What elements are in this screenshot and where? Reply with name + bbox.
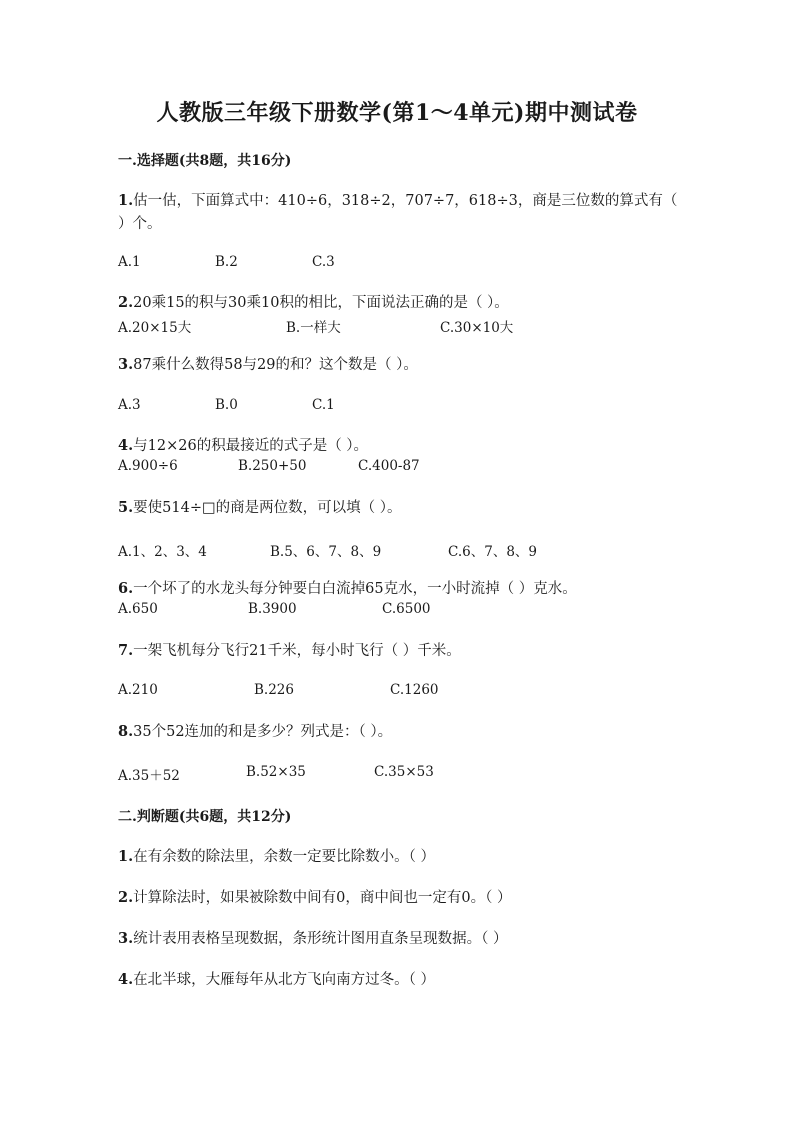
option-c[interactable]: C.1260	[390, 682, 439, 698]
section-heading-choice: 一.选择题(共8题，共16分)	[118, 153, 292, 169]
option-c[interactable]: C.6500	[382, 601, 431, 617]
page-title: 人教版三年级下册数学(第1～4单元)期中测试卷	[156, 100, 638, 126]
question-number: 8.	[118, 723, 134, 740]
options-row-5	[118, 540, 678, 560]
question-number: 1.	[118, 192, 134, 209]
judgement-question-4	[118, 968, 678, 992]
option-a[interactable]: A.650	[118, 601, 158, 617]
option-b[interactable]: B.3900	[248, 601, 297, 617]
section-heading-judgement: 二.判断题(共6题，共12分)	[118, 809, 292, 825]
option-c[interactable]: C.1	[312, 397, 335, 413]
question-text: 35个52连加的和是多少？列式是：（ ）。	[133, 724, 393, 740]
option-a[interactable]: A.3	[118, 397, 141, 413]
option-b[interactable]: B.一样大	[286, 320, 341, 336]
options-row-7	[118, 682, 678, 702]
option-b[interactable]: B.226	[254, 682, 294, 698]
question-text: 与12×26的积最接近的式子是（ ）。	[133, 438, 369, 454]
question-number: 2.	[118, 889, 134, 906]
question-text: 一架飞机每分飞行21千米，每小时飞行（ ）千米。	[133, 643, 461, 659]
question-number: 4.	[118, 971, 134, 988]
option-c[interactable]: C.400-87	[358, 458, 420, 474]
question-number: 7.	[118, 642, 134, 659]
option-c[interactable]: C.30×10大	[440, 320, 514, 336]
question-2	[118, 291, 678, 315]
question-number: 1.	[118, 848, 134, 865]
question-number: 5.	[118, 499, 134, 516]
option-b[interactable]: B.0	[215, 397, 238, 413]
option-b[interactable]: B.52×35	[246, 764, 306, 780]
question-text: 计算除法时，如果被除数中间有0，商中间也一定有0。（ ）	[133, 890, 512, 906]
question-8	[118, 720, 678, 744]
question-text: 在有余数的除法里，余数一定要比除数小。（ ）	[133, 849, 435, 865]
option-c[interactable]: C.3	[312, 254, 335, 270]
question-text: 要使514÷□的商是两位数，可以填（ ）。	[133, 500, 402, 516]
question-number: 3.	[118, 930, 134, 947]
option-a[interactable]: A.20×15大	[118, 320, 192, 336]
question-1	[118, 189, 678, 236]
question-number: 4.	[118, 437, 134, 454]
option-b[interactable]: B.5、6、7、8、9	[270, 544, 382, 560]
question-text: 在北半球，大雁每年从北方飞向南方过冬。（ ）	[133, 972, 435, 988]
option-a[interactable]: A.1、2、3、4	[118, 544, 207, 560]
question-5	[118, 496, 678, 520]
question-6	[118, 577, 678, 601]
question-4	[118, 434, 678, 458]
option-b[interactable]: B.2	[215, 254, 238, 270]
question-number: 3.	[118, 356, 134, 373]
question-7	[118, 639, 678, 663]
options-row-3	[118, 397, 678, 417]
judgement-question-2	[118, 886, 678, 910]
question-text: 20乘15的积与30乘10积的相比，下面说法正确的是（ ）。	[133, 295, 509, 311]
judgement-question-3	[118, 927, 678, 951]
option-c[interactable]: C.6、7、8、9	[448, 544, 537, 560]
options-row-1	[118, 254, 678, 274]
option-a[interactable]: A.1	[118, 254, 141, 270]
option-c[interactable]: C.35×53	[374, 764, 434, 780]
option-a[interactable]: A.900÷6	[118, 458, 178, 474]
question-text: 统计表用表格呈现数据，条形统计图用直条呈现数据。（ ）	[133, 931, 508, 947]
option-b[interactable]: B.250+50	[238, 458, 307, 474]
options-row-4	[118, 458, 678, 478]
option-a[interactable]: A.210	[118, 682, 158, 698]
question-text: 一个坏了的水龙头每分钟要白白流掉65克水，一小时流掉（ ）克水。	[133, 581, 577, 597]
option-a[interactable]: A.35＋52	[118, 768, 180, 784]
question-number: 2.	[118, 294, 134, 311]
options-row-8	[118, 764, 678, 784]
question-number: 6.	[118, 580, 134, 597]
judgement-question-1	[118, 845, 678, 869]
question-text: 87乘什么数得58与29的和？这个数是（ ）。	[133, 357, 418, 373]
options-row-2	[118, 316, 678, 336]
question-3	[118, 353, 678, 377]
question-text: 估一估，下面算式中：410÷6，318÷2，707÷7，618÷3，商是三位数的算式有（ ）个。	[118, 193, 678, 232]
options-row-6	[118, 601, 678, 621]
